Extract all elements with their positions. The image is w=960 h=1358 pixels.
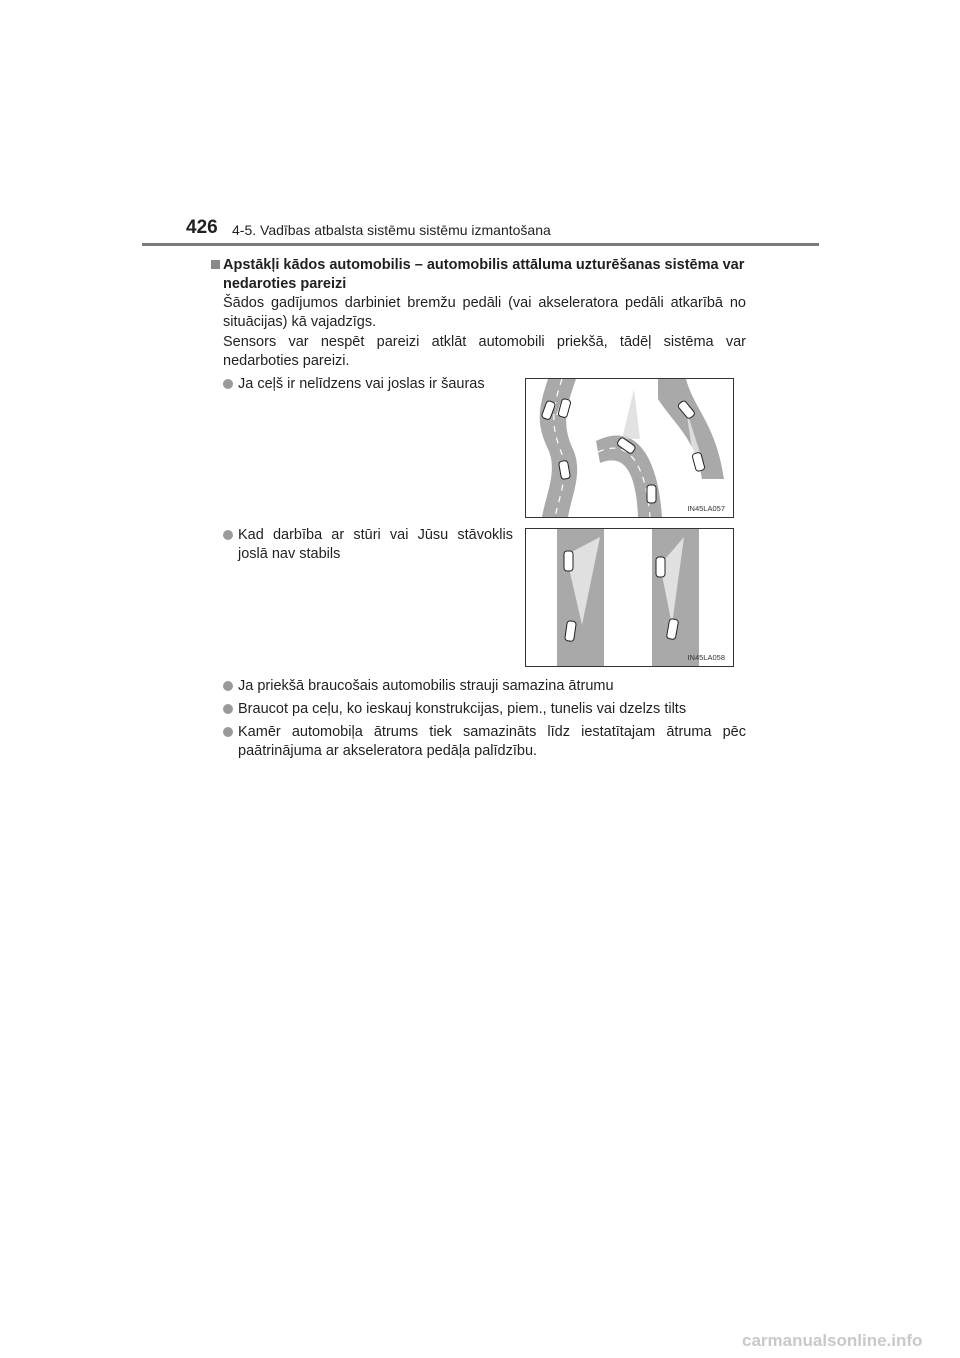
bullet-dot-icon — [223, 727, 233, 737]
bullet-text: Kamēr automobiļa ātrums tiek samazināts līdz iestatītajam ātruma pēc paātrinājuma ar akseleratora pedāļa palīdzību. — [238, 724, 746, 759]
bullet-dot-icon — [223, 704, 233, 714]
bullet-item — [223, 723, 746, 761]
figure-curved-roads — [525, 378, 734, 518]
straight-lane-illustration-icon — [526, 529, 733, 666]
section-heading — [211, 256, 747, 294]
bullet-item — [223, 526, 513, 564]
curved-road-illustration-icon — [526, 379, 733, 517]
bullet-item — [223, 375, 523, 394]
figure-code: IN45LA058 — [687, 653, 725, 662]
bullet-dot-icon — [223, 530, 233, 540]
bullet-item — [223, 700, 746, 719]
bullet-dot-icon — [223, 379, 233, 389]
figure-code: IN45LA057 — [687, 504, 725, 513]
bullet-text: Kad darbība ar stūri vai Jūsu stāvoklis joslā nav stabils — [238, 527, 513, 562]
bullet-text: Ja priekšā braucošais automobilis strauji samazina ātrumu — [238, 678, 614, 694]
heading-text: Apstākļi kādos automobilis – automobilis attāluma uzturēšanas sistēma var nedaroties pareizi — [223, 257, 745, 292]
bullet-text: Ja ceļš ir nelīdzens vai joslas ir šauras — [238, 376, 485, 392]
paragraph-2: Sensors var nespēt pareizi atklāt automobili priekšā, tādēļ sistēma var nedarboties pareizi. — [223, 334, 746, 369]
bullet-text: Braucot pa ceļu, ko ieskauj konstrukcijas, piem., tunelis vai dzelzs tilts — [238, 701, 687, 717]
bullet-dot-icon — [223, 681, 233, 691]
page-number: 426 — [186, 217, 218, 238]
header-rule — [142, 243, 819, 246]
bullet-item — [223, 677, 746, 696]
section-title: 4-5. Vadības atbalsta sistēmu sistēmu izmantošana — [232, 222, 551, 238]
paragraph-1: Šādos gadījumos darbiniet bremžu pedāli (vai akseleratora pedāli atkarībā no situācijas) kā vajadzīgs. — [223, 295, 746, 330]
footer-watermark: carmanualsonline.info — [742, 1331, 923, 1350]
figure-straight-lanes — [525, 528, 734, 667]
square-bullet-icon — [211, 260, 220, 269]
